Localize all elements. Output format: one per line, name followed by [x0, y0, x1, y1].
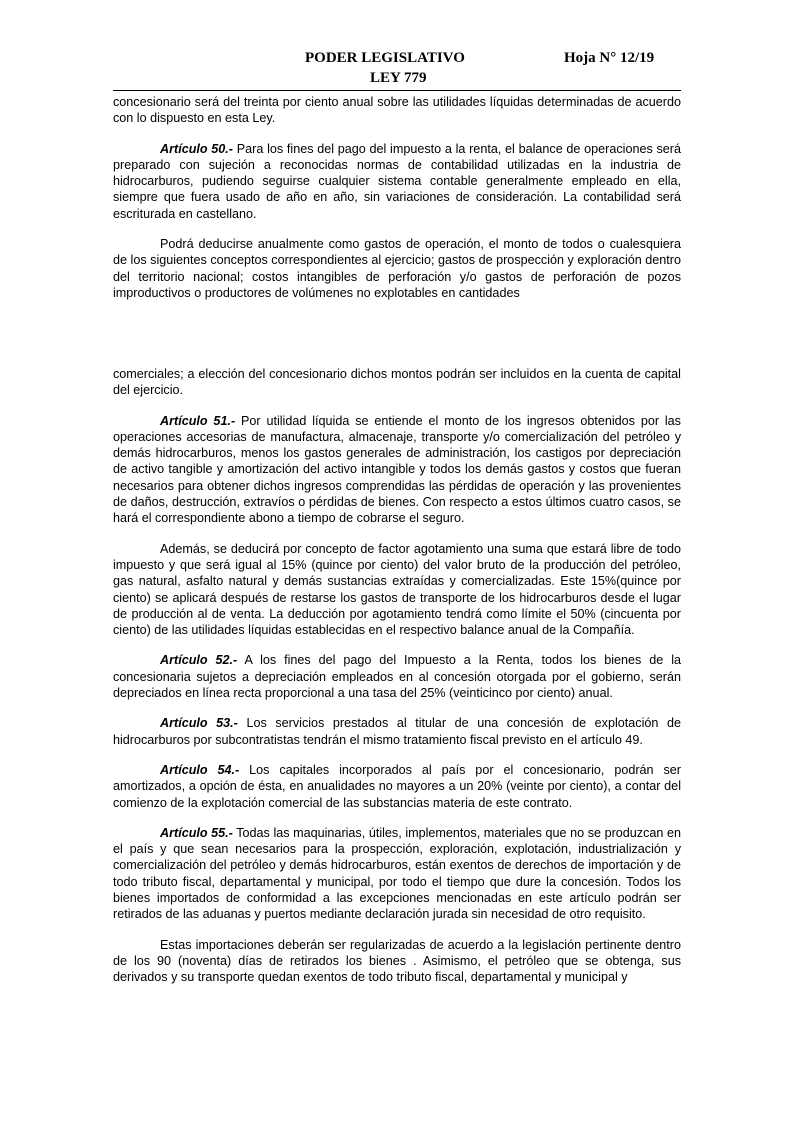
- paragraph-text: Todas las maquinarias, útiles, implementos, materiales que no se produzcan en el país y que sean necesarios para la prospección, exploración, explotación, industrialización y comercialización del petróleo y demás hidrocarburos, están exentos de derechos de importación y de todo tributo fiscal, departamental y municipal, por todo el tiempo que dure la concesión. Todos los bienes importados de conformidad a las excepciones mencionadas en este artículo podrán ser retirados de las aduanas y puertos mediante declaración jurada sin necesidad de otro requisito.: [113, 825, 681, 922]
- article-heading: Artículo 51.-: [160, 413, 236, 428]
- article-paragraph: [113, 413, 681, 527]
- paragraph-text: Los capitales incorporados al país por el concesionario, podrán ser amortizados, a opción de ésta, en anualidades no mayores a un 20% (veinte por ciento), a contar del comienzo de la explotación comercial de las substancias materia de este contrato.: [113, 762, 681, 810]
- paragraph-text: Por utilidad líquida se entiende el monto de los ingresos obtenidos por las operaciones accesorias de manufactura, almacenaje, transporte y/o comercialización del petróleo y demás hidrocarburos, menos los gastos generales de administración, los castigos por depreciación de activo tangible y amortización del activo intangible y todos los demás gastos y costos que fueran necesarios para obtener dichos ingresos comprendidas las pérdidas de operación y las provenientes de daños, destrucción, extravíos o pérdidas de bienes. Con respecto a estos últimos cuatro casos, se hará el correspondiente abono a tiempo de cobrarse el seguro.: [113, 413, 681, 526]
- paragraph: [113, 541, 681, 639]
- page-header: [0, 50, 795, 90]
- paragraph-text: A los fines del pago del Impuesto a la Renta, todos los bienes de la concesionaria sujetos a depreciación empleados en al concesión otorgada por el gobierno, serán depreciados en línea recta proporcional a una tasa del 25% (veinticinco por ciento) anual.: [113, 653, 681, 701]
- article-heading: Artículo 53.-: [160, 716, 238, 731]
- body-text-top: [113, 94, 681, 315]
- article-paragraph: [113, 652, 681, 701]
- header-rule: [113, 90, 681, 91]
- paragraph: [113, 236, 681, 301]
- paragraph-text: comerciales; a elección del concesionario dichos montos podrán ser incluidos en la cuenta de capital del ejercicio.: [113, 367, 681, 398]
- header-sheet-number: Hoja N° 12/19: [564, 50, 655, 66]
- header-title: PODER LEGISLATIVO: [305, 50, 465, 66]
- paragraph-text: Podrá deducirse anualmente como gastos de operación, el monto de todos o cualesquiera de los siguientes conceptos correspondientes al ejercicio; gastos de prospección y exploración dentro del territorio nacional; costos intangibles de perforación y/o gastos de perforación de pozos improductivos o productores de volúmenes no explotables en cantidades: [113, 237, 681, 300]
- article-paragraph: [113, 141, 681, 222]
- paragraph-text: Estas importaciones deberán ser regularizadas de acuerdo a la legislación pertinente dentro de los 90 (noventa) días de retirados los bienes . Asimismo, el petróleo que se obtenga, sus derivados y su transporte quedan exentos de todo tributo fiscal, departamental y municipal y: [113, 937, 681, 985]
- body-text-bottom: [113, 366, 681, 1000]
- article-heading: Artículo 55.-: [160, 825, 233, 840]
- article-heading: Artículo 54.-: [160, 762, 240, 777]
- article-heading: Artículo 50.-: [160, 141, 234, 156]
- paragraph-text: Además, se deducirá por concepto de factor agotamiento una suma que estará libre de todo impuesto y que será igual al 15% (quince por ciento) del valor bruto de la producción del petróleo, gas natural, asfalto natural y demás sustancias extraídas y comercializadas. Este 15%(quince por ciento) se aplicará después de restarse los gastos de transporte de los hidrocarburos desde el lugar de producción al de venta. La deducción por agotamiento tendrá como límite el 50% (cincuenta por ciento) de las utilidades líquidas establecidas en el respectivo balance anual de la Compañía.: [113, 541, 681, 638]
- article-paragraph: [113, 762, 681, 811]
- paragraph: [113, 366, 681, 399]
- article-heading: Artículo 52.-: [160, 653, 238, 668]
- paragraph-text: Los servicios prestados al titular de una concesión de explotación de hidrocarburos por subcontratistas tendrán el mismo tratamiento fiscal previsto en el artículo 49.: [113, 716, 681, 747]
- article-paragraph: [113, 825, 681, 923]
- paragraph: [113, 937, 681, 986]
- paragraph-text: Para los fines del pago del impuesto a la renta, el balance de operaciones será preparado con sujeción a reconocidas normas de contabilidad utilizadas en la industria de hidrocarburos, pudiendo seguirse cualquier sistema contable generalmente empleado en ella, siempre que fuera usado de año en año, sin variaciones de consideración. La contabilidad será escriturada en castellano.: [113, 141, 681, 221]
- paragraph: [113, 94, 681, 127]
- paragraph-text: concesionario será del treinta por ciento anual sobre las utilidades líquidas determinadas de acuerdo con lo dispuesto en esta Ley.: [113, 95, 681, 126]
- article-paragraph: [113, 715, 681, 748]
- header-law-number: LEY 779: [370, 70, 427, 86]
